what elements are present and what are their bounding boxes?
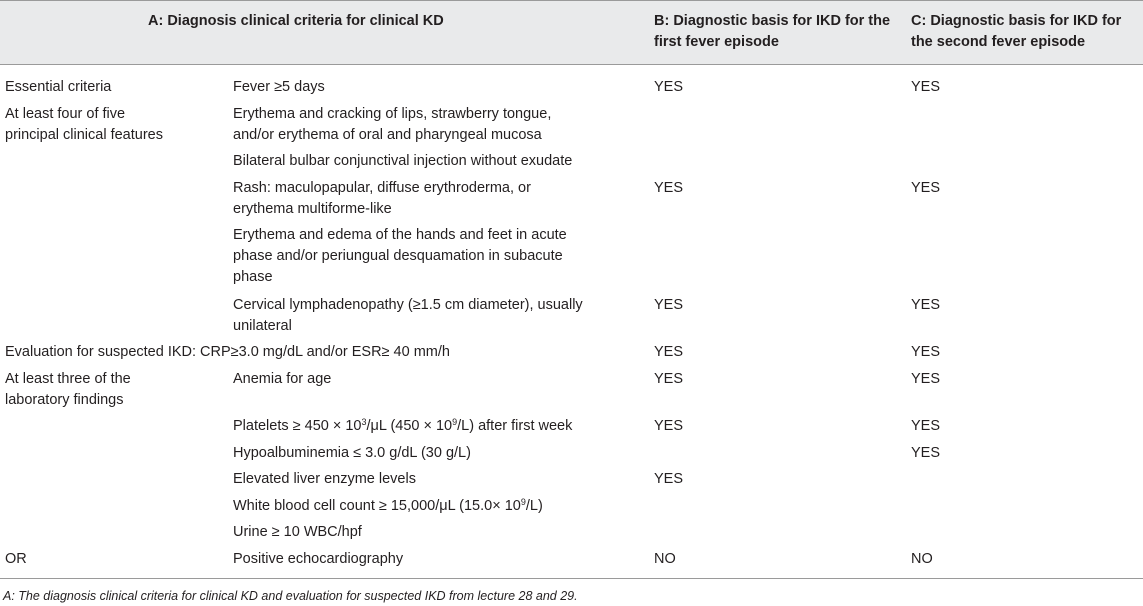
criterion-wbc <box>233 496 543 517</box>
r4-c-value: YES <box>911 180 941 196</box>
criterion-fever: Fever ≥5 days <box>233 79 325 95</box>
criterion-lymph-line2: unilateral <box>233 318 292 334</box>
table-header <box>0 0 1143 65</box>
group-essential: Essential criteria <box>5 79 112 95</box>
criterion-conjunctival: Bilateral bulbar conjunctival injection without exudate <box>233 153 573 169</box>
r4-b-value: YES <box>654 180 684 196</box>
group-or: OR <box>5 551 27 567</box>
criterion-rash-line2: erythema multiforme-like <box>233 201 392 217</box>
criterion-liver: Elevated liver enzyme levels <box>233 471 416 487</box>
r9-c-value: YES <box>911 418 941 434</box>
r1-c-value: YES <box>911 79 941 95</box>
r8-c-value: YES <box>911 371 941 387</box>
table-bottom-rule <box>0 578 1143 579</box>
platelets-text-3: /L) after first week <box>457 418 573 434</box>
platelets-sup-1: 3 <box>361 417 367 427</box>
criterion-urine: Urine ≥ 10 WBC/hpf <box>233 524 362 540</box>
group-lab-line2: laboratory findings <box>5 392 124 408</box>
criterion-hypoalbuminemia: Hypoalbuminemia ≤ 3.0 g/dL (30 g/L) <box>233 445 471 461</box>
criterion-extremities-line2: phase and/or periungual desquamation in subacute <box>233 248 563 264</box>
header-col-b: B: Diagnostic basis for IKD for the first fever episode <box>654 13 891 50</box>
header-col-c: C: Diagnostic basis for IKD for the second fever episode <box>911 13 1122 50</box>
r10-c-value: YES <box>911 445 941 461</box>
criterion-rash-line1: Rash: maculopapular, diffuse erythroderma, or <box>233 180 531 196</box>
r11-b-value: YES <box>654 471 684 487</box>
platelets-text-1: Platelets ≥ 450 × 10 <box>233 418 362 434</box>
criterion-echo: Positive echocardiography <box>233 551 404 567</box>
criterion-lips-line2: and/or erythema of oral and pharyngeal mucosa <box>233 127 542 143</box>
criterion-anemia: Anemia for age <box>233 371 332 387</box>
group-principal-line1: At least four of five <box>5 106 126 122</box>
group-principal-line2: principal clinical features <box>5 127 163 143</box>
wbc-text-1: White blood cell count ≥ 15,000/μL (15.0× 10 <box>233 498 521 514</box>
criterion-extremities-line3: phase <box>233 269 273 285</box>
header-col-a: A: Diagnosis clinical criteria for clinical KD <box>148 13 444 29</box>
r6-b-value: YES <box>654 297 684 313</box>
r8-b-value: YES <box>654 371 684 387</box>
wbc-sup: 9 <box>520 497 526 507</box>
group-lab-line1: At least three of the <box>5 371 131 387</box>
table-footnote: A: The diagnosis clinical criteria for clinical KD and evaluation for suspected IKD from lecture 28 and 29. <box>3 589 578 603</box>
r14-c-value: NO <box>911 551 933 567</box>
criterion-platelets <box>233 416 572 437</box>
r7-b-value: YES <box>654 344 684 360</box>
platelets-sup-2: 9 <box>452 417 458 427</box>
evaluation-ikd: Evaluation for suspected IKD: CRP≥3.0 mg/dL and/or ESR≥ 40 mm/h <box>5 344 450 360</box>
r1-b-value: YES <box>654 79 684 95</box>
r7-c-value: YES <box>911 344 941 360</box>
platelets-text-2: /μL (450 × 10 <box>366 418 453 434</box>
r6-c-value: YES <box>911 297 941 313</box>
criterion-lips-line1: Erythema and cracking of lips, strawberry tongue, <box>233 106 552 122</box>
r9-b-value: YES <box>654 418 684 434</box>
criterion-extremities-line1: Erythema and edema of the hands and feet in acute <box>233 227 567 243</box>
criterion-lymph-line1: Cervical lymphadenopathy (≥1.5 cm diameter), usually <box>233 297 583 313</box>
r14-b-value: NO <box>654 551 676 567</box>
wbc-text-2: /L) <box>525 498 543 514</box>
